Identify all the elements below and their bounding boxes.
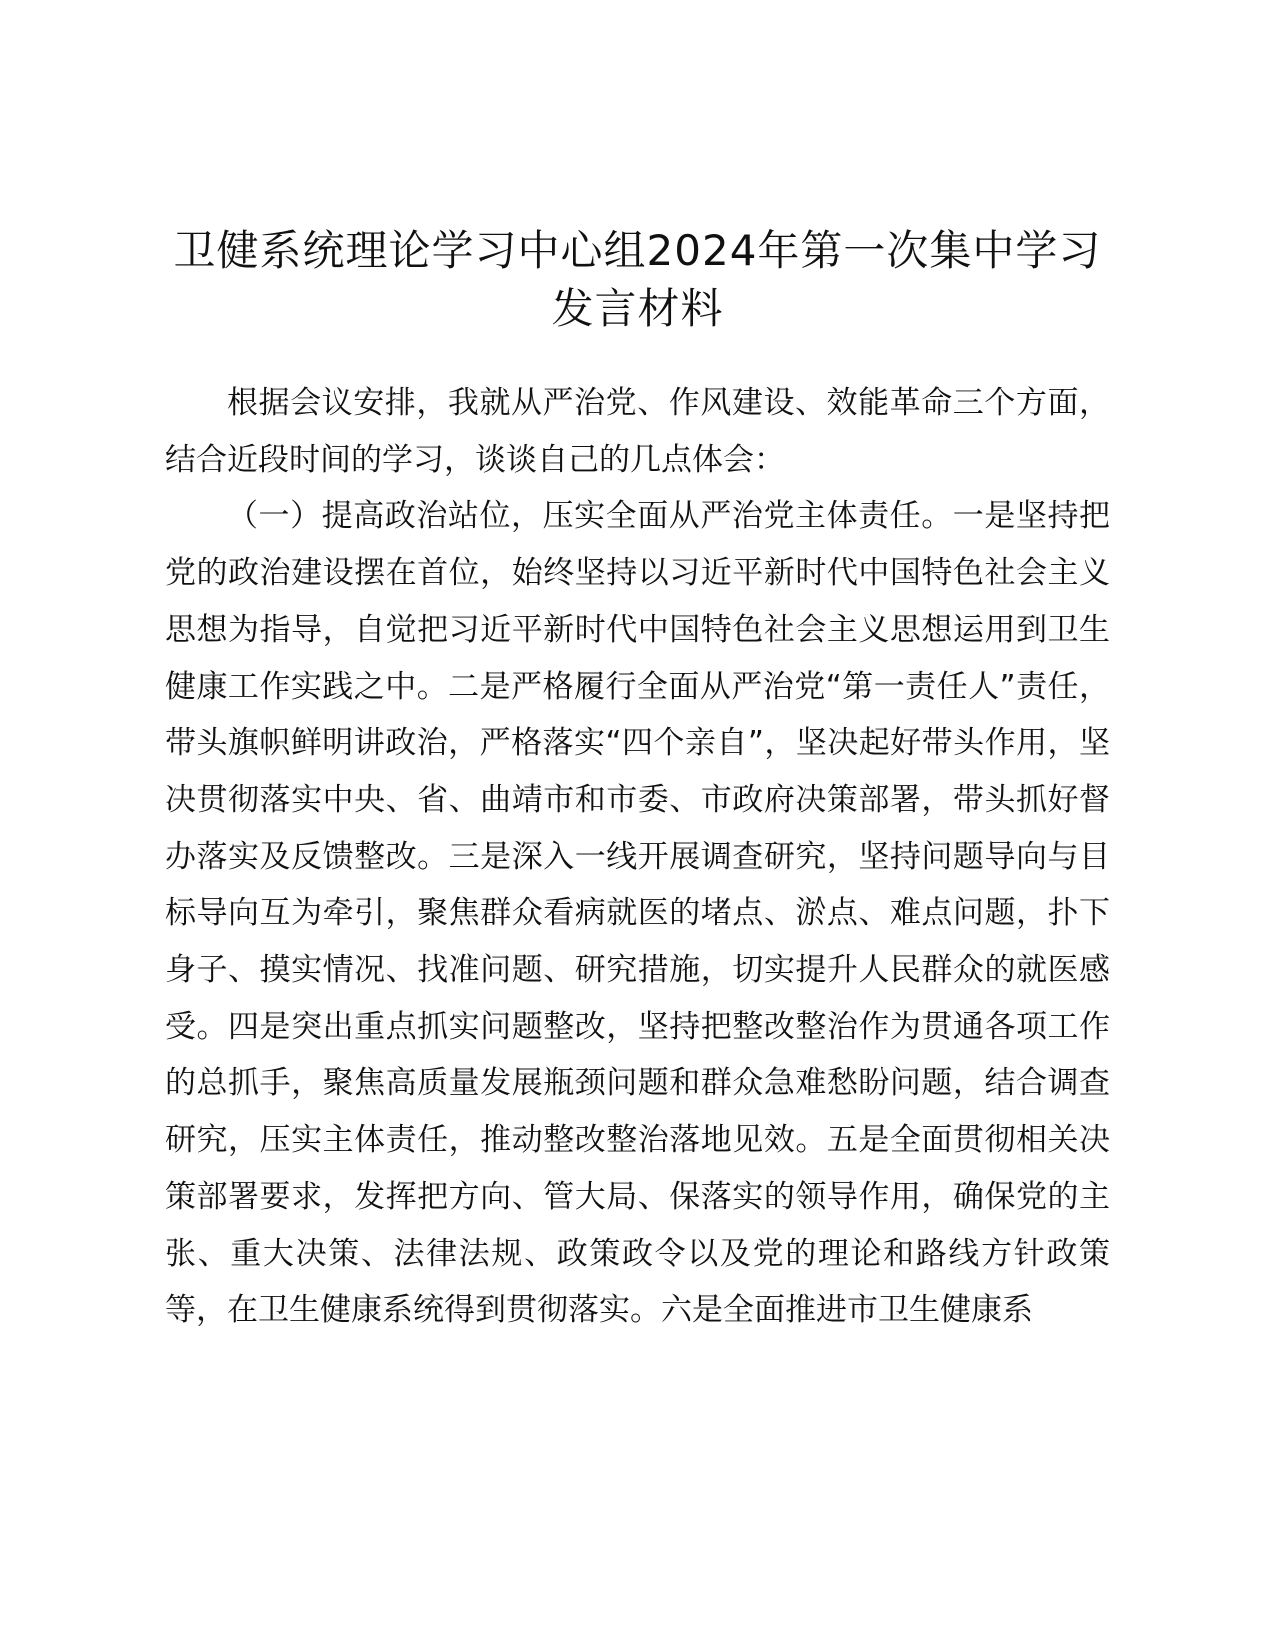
document-body — [165, 375, 1110, 1339]
paragraph-intro: 根据会议安排，我就从严治党、作风建设、效能革命三个方面，结合近段时间的学习，谈谈自己的几点体会： — [165, 385, 1110, 478]
paragraph-section-1: （一）提高政治站位，压实全面从严治党主体责任。一是坚持把党的政治建设摆在首位，始终坚持以习近平新时代中国特色社会主义思想为指导，自觉把习近平新时代中国特色社会主义思想运用到卫生健康工作实践之中。二是严格履行全面从严治党“第一责任人”责任，带头旗帜鲜明讲政治，严格落实“四个亲自”，坚决起好带头作用，坚决贯彻落实中央、省、曲靖市和市委、市政府决策部署，带头抓好督办落实及反馈整改。三是深入一线开展调查研究，坚持问题导向与目标导向互为牵引，聚焦群众看病就医的堵点、淤点、难点问题，扑下身子、摸实情况、找准问题、研究措施，切实提升人民群众的就医感受。四是突出重点抓实问题整改，坚持把整改整治作为贯通各项工作的总抓手，聚焦高质量发展瓶颈问题和群众急难愁盼问题，结合调查研究，压实主体责任，推动整改整治落地见效。五是全面贯彻相关决策部署要求，发挥把方向、管大局、保落实的领导作用，确保党的主张、重大决策、法律法规、政策政令以及党的理论和路线方针政策等，在卫生健康系统得到贯彻落实。六是全面推进市卫生健康系 — [165, 498, 1110, 1329]
document-title: 卫健系统理论学习中心组2024年第一次集中学习发言材料 — [173, 226, 1102, 333]
